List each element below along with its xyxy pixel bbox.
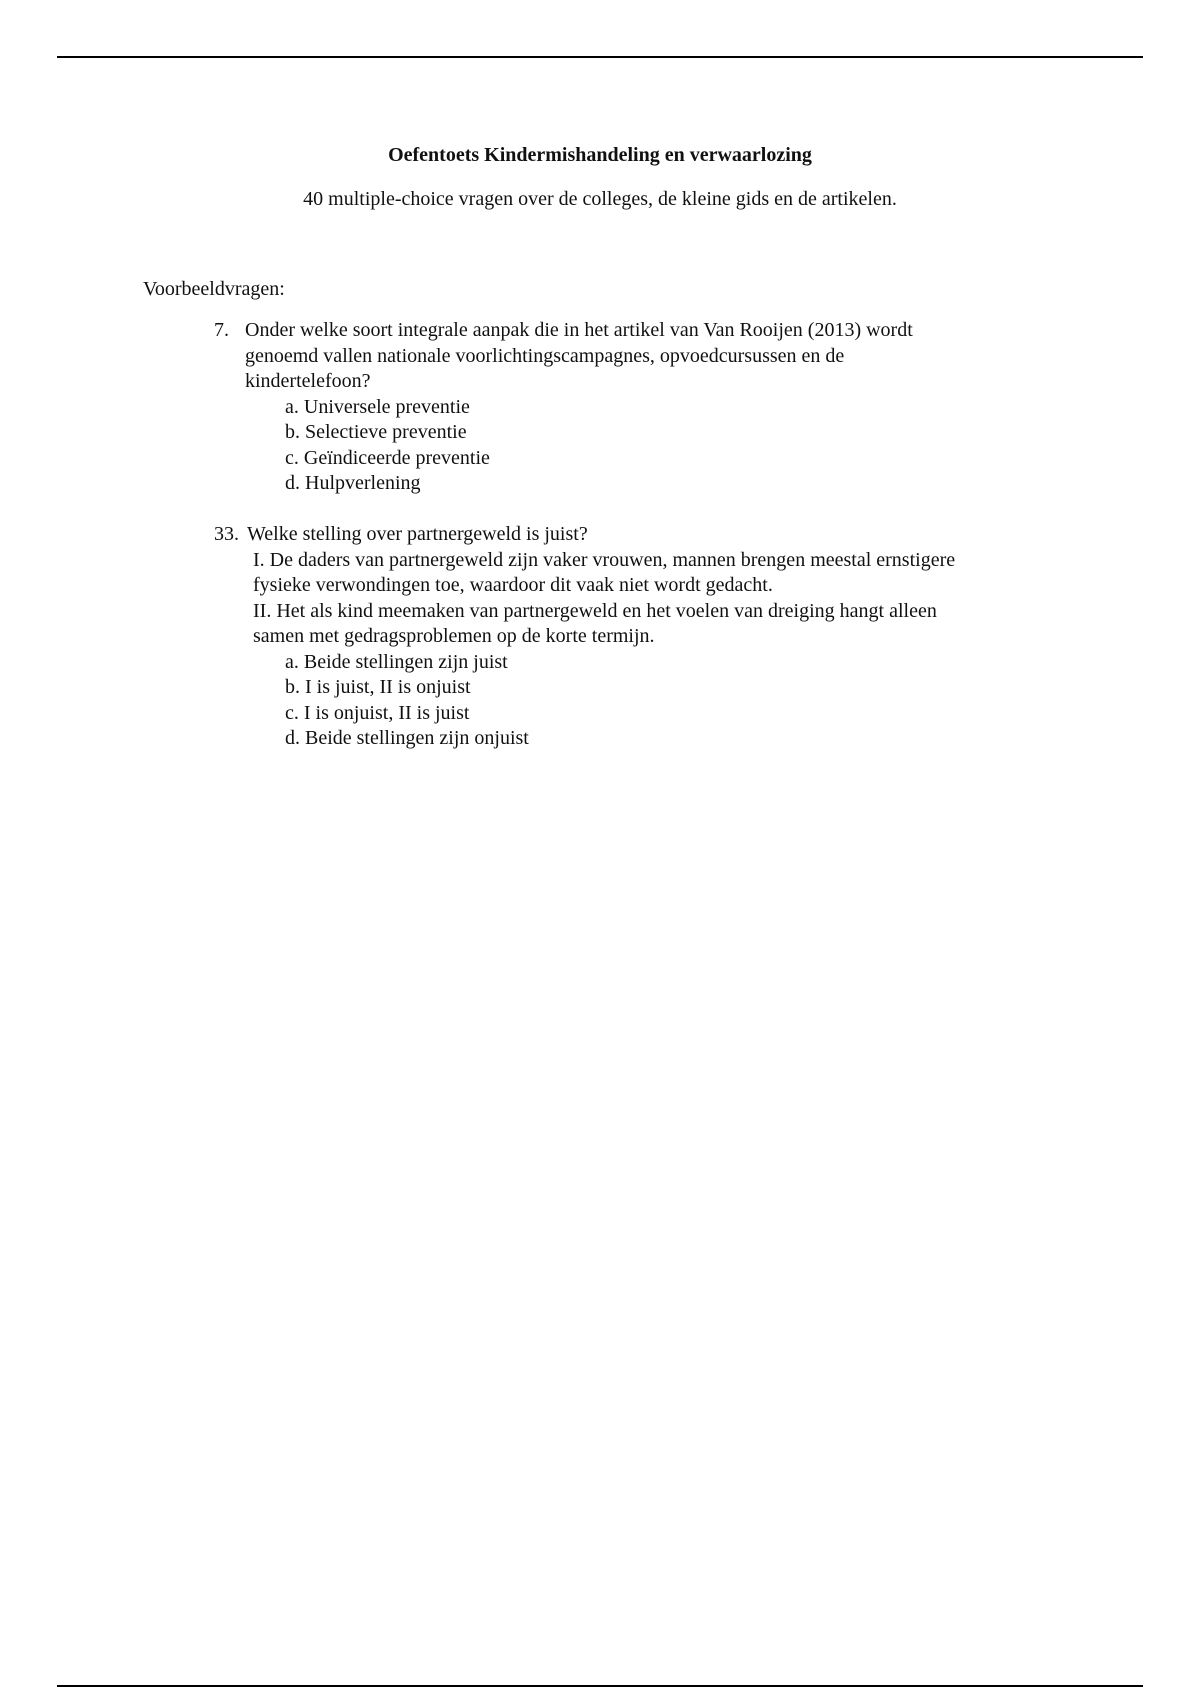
answer-option-c: c. I is onjuist, II is juist <box>285 701 470 724</box>
answer-option-d: d. Hulpverlening <box>285 472 421 494</box>
answer-option-a: a. Beide stellingen zijn juist <box>285 650 508 673</box>
answer-option-b: b. Selectieve preventie <box>285 421 467 443</box>
document-subtitle: 40 multiple-choice vragen over de colleges, de kleine gids en de artikelen. <box>303 188 897 210</box>
answer-options <box>285 650 529 752</box>
answer-options <box>285 395 490 497</box>
question-statements: I. De daders van partnergeweld zijn vaker vrouwen, mannen brengen meestal ernstigere fysieke verwondingen toe, waardoor dit vaak niet wordt gedacht. II. Het als kind meemaken van partnergeweld en het voelen van dreiging hangt alleen samen met gedragsproblemen op de korte termijn. <box>253 548 956 647</box>
document-title: Oefentoets Kindermishandeling en verwaarlozing <box>388 144 812 166</box>
answer-option-a: a. Universele preventie <box>285 395 470 418</box>
section-label: Voorbeeldvragen: <box>143 278 285 300</box>
question-text: Onder welke soort integrale aanpak die in het artikel van Van Rooijen (2013) wordt genoemd vallen nationale voorlichtingscampagnes, opvoedcursussen en de kindertelefoon? <box>245 319 913 392</box>
top-rule <box>57 56 1143 58</box>
answer-option-d: d. Beide stellingen zijn onjuist <box>285 727 529 749</box>
answer-option-c: c. Geïndiceerde preventie <box>285 446 490 469</box>
question-number: 7. <box>214 319 229 341</box>
question-number: 33. <box>214 523 239 545</box>
bottom-rule <box>57 1685 1143 1687</box>
question-text: Welke stelling over partnergeweld is juist? <box>247 523 588 545</box>
answer-option-b: b. I is juist, II is onjuist <box>285 676 471 698</box>
